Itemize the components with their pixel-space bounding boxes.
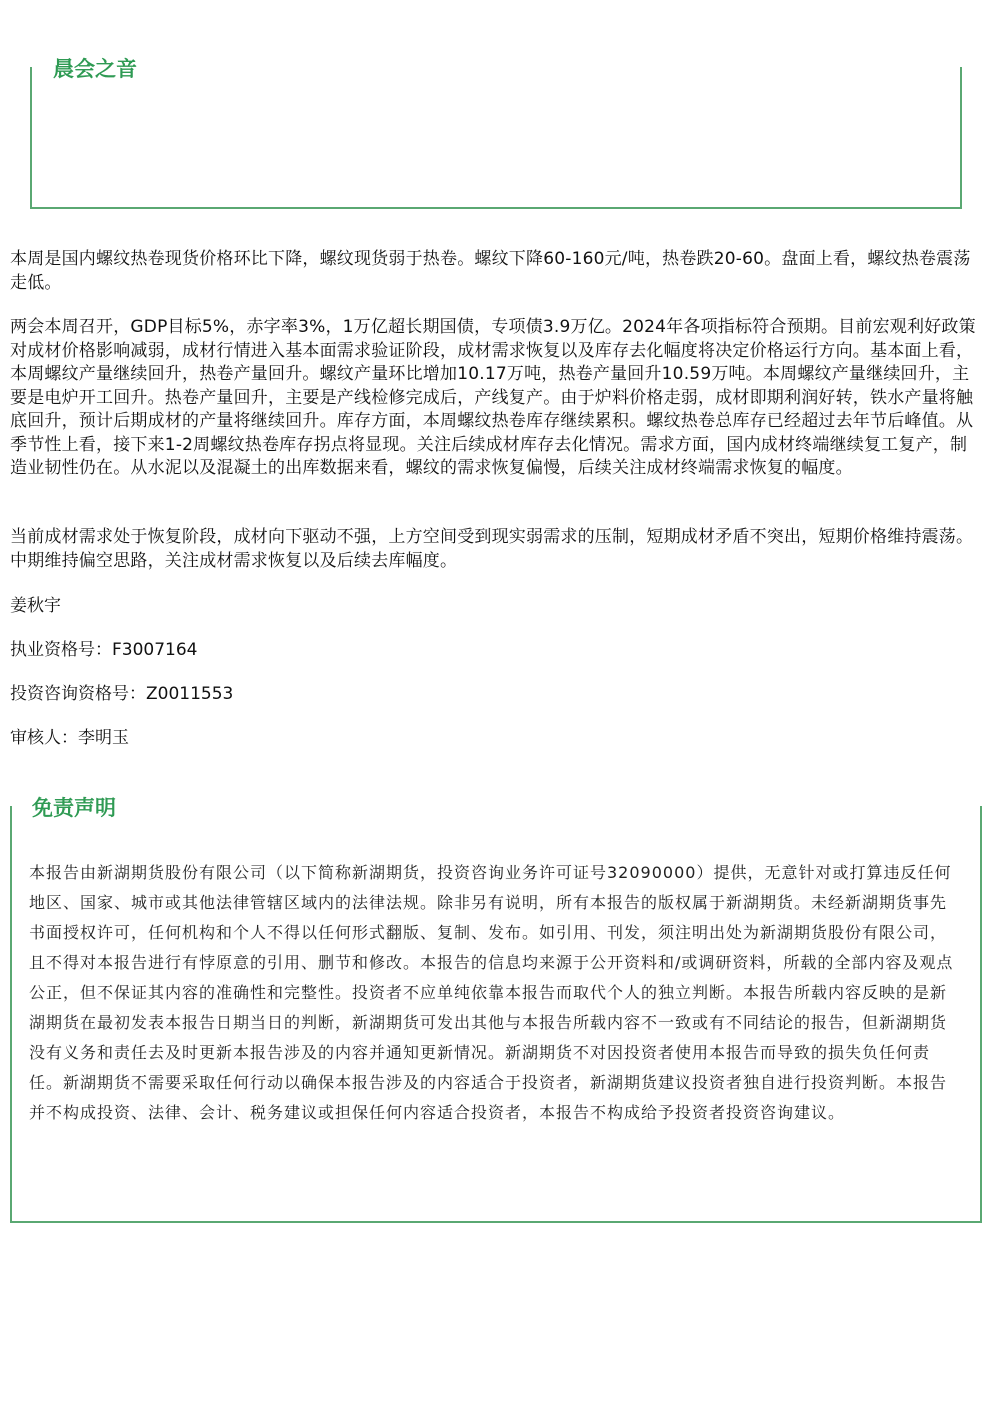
author-name: 姜秋宇 (10, 596, 61, 616)
consult-license-number: 投资咨询资格号：Z0011553 (10, 684, 234, 704)
morning-section-box (30, 67, 962, 209)
analysis-paragraph-3: 当前成材需求处于恢复阶段，成材向下驱动不强，上方空间受到现实弱需求的压制，短期成材矛盾不突出，短期价格维持震荡。中期维持偏空思路，关注成材需求恢复以及后续去库幅度。 (10, 527, 974, 571)
disclaimer-text: 本报告由新湖期货股份有限公司（以下简称新湖期货，投资咨询业务许可证号32090000）提供，无意针对或打算违反任何地区、国家、城市或其他法律管辖区域内的法律法规。除非另有说明，所有本报告的版权属于新湖期货。未经新湖期货事先书面授权许可，任何机构和个人不得以任何形式翻版、复制、发布。如引用、刊发，须注明出处为新湖期货股份有限公司，且不得对本报告进行有悖原意的引用、删节和修改。本报告的信息均来源于公开资料和/或调研资料，所载的全部内容及观点公正，但不保证其内容的准确性和完整性。投资者不应单纯依靠本报告而取代个人的独立判断。本报告所载内容反映的是新湖期货在最初发表本报告日期当日的判断，新湖期货可发出其他与本报告所载内容不一致或有不同结论的报告，但新湖期货没有义务和责任去及时更新本报告涉及的内容并通知更新情况。新湖期货不对因投资者使用本报告而导致的损失负任何责任。新湖期货不需要采取任何行动以确保本报告涉及的内容适合于投资者，新湖期货建议投资者独自进行投资判断。本报告并不构成投资、法律、会计、税务建议或担保任何内容适合投资者，本报告不构成给予投资者投资咨询建议。 (29, 863, 954, 1122)
analysis-paragraph-1: 本周是国内螺纹热卷现货价格环比下降，螺纹现货弱于热卷。螺纹下降60-160元/吨，热卷跌20-60。盘面上看，螺纹热卷震荡走低。 (10, 249, 971, 293)
license-number: 执业资格号：F3007164 (10, 640, 198, 660)
disclaimer-title: 免责声明 (28, 795, 120, 821)
analysis-paragraph-2: 两会本周召开，GDP目标5%，赤字率3%，1万亿超长期国债，专项债3.9万亿。2024年各项指标符合预期。目前宏观利好政策对成材价格影响减弱，成材行情进入基本面需求验证阶段，成材需求恢复以及库存去化幅度将决定价格运行方向。基本面上看，本周螺纹产量继续回升，热卷产量回升。螺纹产量环比增加10.17万吨，热卷产量回升10.59万吨。本周螺纹产量继续回升，主要是电炉开工回升。热卷产量回升，主要是产线检修完成后，产线复产。由于炉料价格走弱，成材即期利润好转，铁水产量将触底回升，预计后期成材的产量将继续回升。库存方面，本周螺纹热卷库存继续累积。螺纹热卷总库存已经超过去年节后峰值。从季节性上看，接下来1-2周螺纹热卷库存拐点将显现。关注后续成材库存去化情况。需求方面，国内成材终端继续复工复产，制造业韧性仍在。从水泥以及混凝土的出库数据来看，螺纹的需求恢复偏慢，后续关注成材终端需求恢复的幅度。 (10, 317, 976, 478)
disclaimer-box-top-gap (12, 804, 980, 808)
morning-section-title: 晨会之音 (49, 56, 141, 82)
reviewer-name: 审核人：李明玉 (10, 728, 129, 748)
morning-box-top-gap (32, 65, 960, 69)
